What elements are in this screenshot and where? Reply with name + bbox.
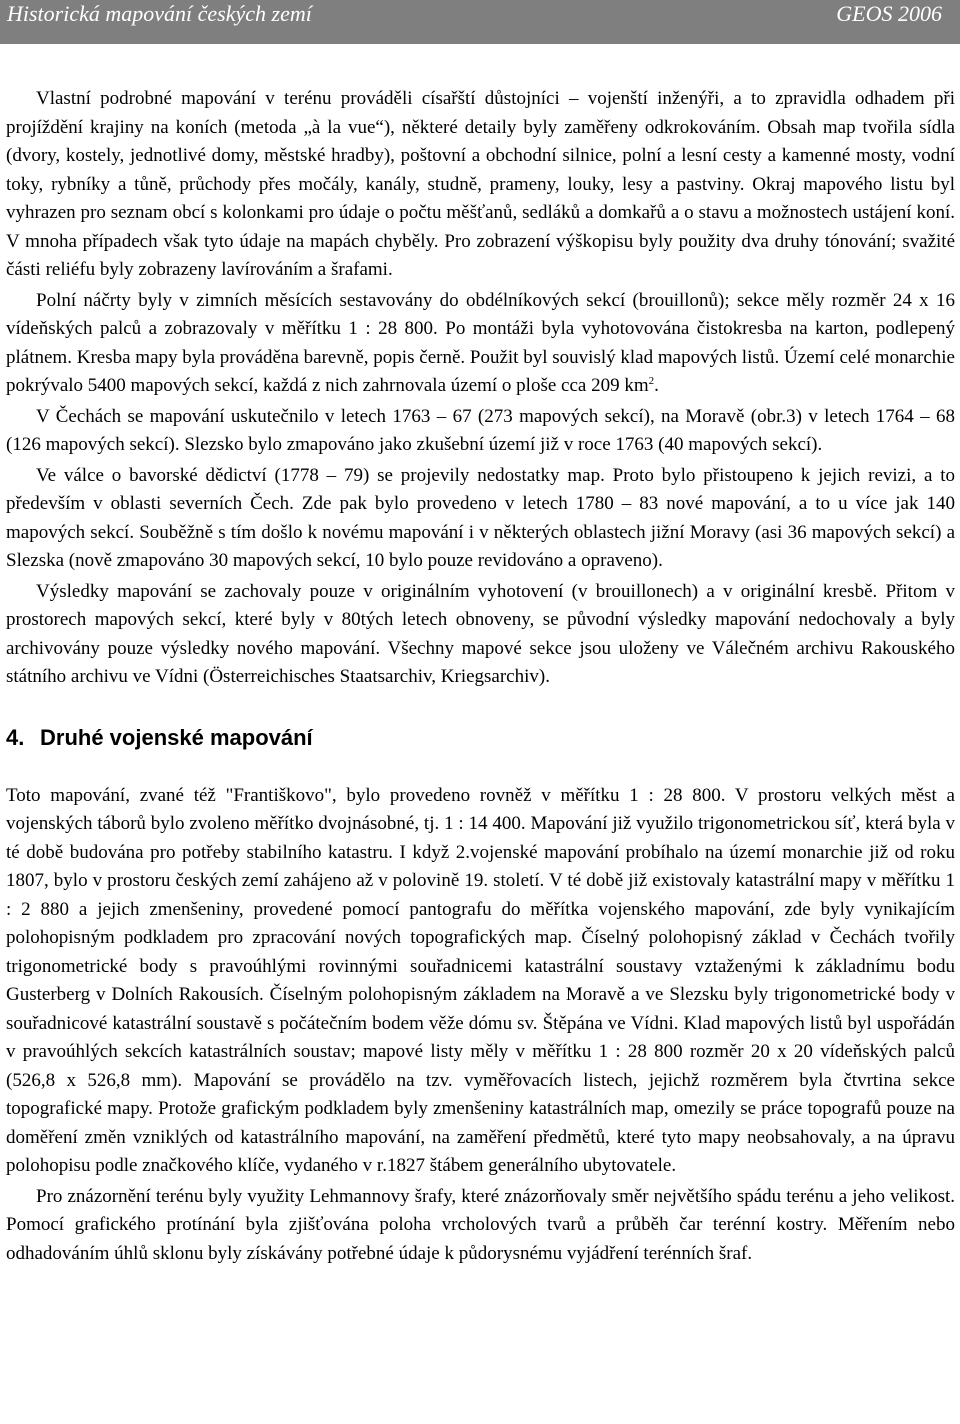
paragraph-terrain-hachures: Pro znázornění terénu byly využity Lehmannovy šrafy, které znázorňovaly směr největšího spádu terénu a jeho velikost. Pomocí grafického protínání byla zjišťována poloha vrcholových tvarů a průběh čar terénní kostry. Měřením nebo odhadováním úhlů sklonu byly získávány potřebné údaje k půdorysnému vyjádření terénních šraf.	[6, 1185, 955, 1264]
document-body	[6, 85, 955, 1268]
header-title: Historická mapování českých zemí	[7, 1, 312, 26]
section-title: Druhé vojenské mapování	[40, 724, 313, 750]
superscript-exponent: 2	[648, 375, 655, 387]
paragraph-field-sketches	[6, 287, 955, 401]
paragraph-results: Výsledky mapování se zachovaly pouze v originálním vyhotovení (v brouillonech) a v originální kresbě. Přitom v prostorech mapových sekcí, které byly v 80tých letech obnoveny, se původní výsledky mapování nedochovaly a byly archivovány pouze výsledky nového mapování. Všechny mapové sekce jsou uloženy ve Válečném archivu Rakouského státního archivu ve Vídni (Österreichisches Staatsarchiv, Kriegsarchiv).	[6, 580, 955, 687]
running-header	[0, 0, 960, 44]
paragraph-bohemia-moravia: V Čechách se mapování uskutečnilo v letech 1763 – 67 (273 mapových sekcí), na Moravě (obr.3) v letech 1764 – 68 (126 mapových sekcí). Slezsko bylo zmapováno jako zkušební území již v roce 1763 (40 mapových sekcí).	[6, 405, 955, 455]
section-number: 4.	[6, 724, 25, 750]
paragraph-field-sketches-text: Polní náčrty byly v zimních měsících sestavovány do obdélníkových sekcí (brouillonů); sekce měly rozměr 24 x 16 vídeňských palců a zobrazovaly v měřítku 1 : 28 800. Po montáži byla vyhotovována čistokresba na karton, podlepený plátnem. Kresba mapy byla prováděna barevně, popis černě. Použit byl souvislý klad mapových listů. Území celé monarchie pokrývalo 5400 mapových sekcí, každá z nich zahrnovala území o ploše cca 209 km	[6, 289, 955, 396]
paragraph-second-mapping: Toto mapování, zvané též "Františkovo", bylo provedeno rovněž v měřítku 1 : 28 800. V prostoru velkých měst a vojenských táborů bylo zvoleno měřítko dvojnásobné, tj. 1 : 14 400. Mapování již využilo trigonometrickou síť, která byla v té době budována pro potřeby stabilního katastru. I když 2.vojenské mapování probíhalo na území monarchie již od roku 1807, bylo v prostoru českých zemí zahájeno až v polovině 19. století. V té době již existovaly katastrální mapy v měřítku 1 : 2 880 a jejich zmenšeniny, provedené pomocí pantografu do měřítka vojenského mapování, zde byly vynikajícím polohopisným podkladem pro zpracování nových topografických map. Číselný polohopisný základ v Čechách tvořily trigonometrické body s pravoúhlými rovinnými souřadnicemi katastrální soustavy vztaženými k základnímu bodu Gusterberg v Dolních Rakousích. Číselným polohopisným základem na Moravě a ve Slezsku byly trigonometrické body v souřadnicové katastrální soustavě s počátečním bodem věže dómu sv. Štěpána ve Vídni. Klad mapových listů byl uspořádán v pravoúhlých sekcích katastrálních soustav; mapové listy měly v měřítku 1 : 28 800 rozměr 20 x 20 vídeňských palců (526,8 x 526,8 mm). Mapování se provádělo na tzv. vyměřovacích listech, jejichž rozměrem byla čtvrtina sekce topografické mapy. Protože grafickým podkladem byly zmenšeniny katastrálních map, omezily se práce topografů pouze na doměření změn vzniklých od katastrálního mapování, na zaměření předmětů, které tyto mapy neobsahovaly, a na úpravu polohopisu podle značkového klíče, vydaného v r.1827 štábem generálního ubytovatele.	[6, 784, 955, 1176]
paragraph-bavarian-war: Ve válce o bavorské dědictví (1778 – 79) se projevily nedostatky map. Proto bylo přistoupeno k jejich revizi, a to především v oblasti severních Čech. Zde pak bylo provedeno v letech 1780 – 83 nové mapování, a to u více jak 140 mapových sekcí. Souběžně s tím došlo k novému mapování i v některých oblastech jižní Moravy (asi 36 mapových sekcí) a Slezska (nově zmapováno 30 mapových sekcí, 10 bylo pouze revidováno a opraveno).	[6, 464, 955, 571]
paragraph-mapping-content: Vlastní podrobné mapování v terénu prováděli císařští důstojníci – vojenští inženýři, a to zpravidla odhadem při projíždění krajiny na koních (metoda „à la vue“), některé detaily byly zaměřeny odkrokováním. Obsah map tvořila sídla (dvory, kostely, jednotlivé domy, městské hradby), poštovní a obchodní silnice, polní a lesní cesty a kamenné mosty, vodní toky, rybníky a tůně, průchody přes močály, kanály, studně, prameny, louky, lesy a pastviny. Okraj mapového listu byl vyhrazen pro seznam obcí s kolonkami pro údaje o počtu měšťanů, sedláků a domkařů a o stavu a možnostech ustájení koní. V mnoha případech však tyto údaje na mapách chyběly. Pro zobrazení výškopisu byly použity dva druhy tónování; svažité části reliéfu byly zobrazeny lavírováním a šrafami.	[6, 88, 955, 280]
header-publication: GEOS 2006	[836, 1, 942, 26]
section-heading	[6, 724, 955, 752]
paragraph-field-sketches-end: .	[654, 375, 659, 396]
